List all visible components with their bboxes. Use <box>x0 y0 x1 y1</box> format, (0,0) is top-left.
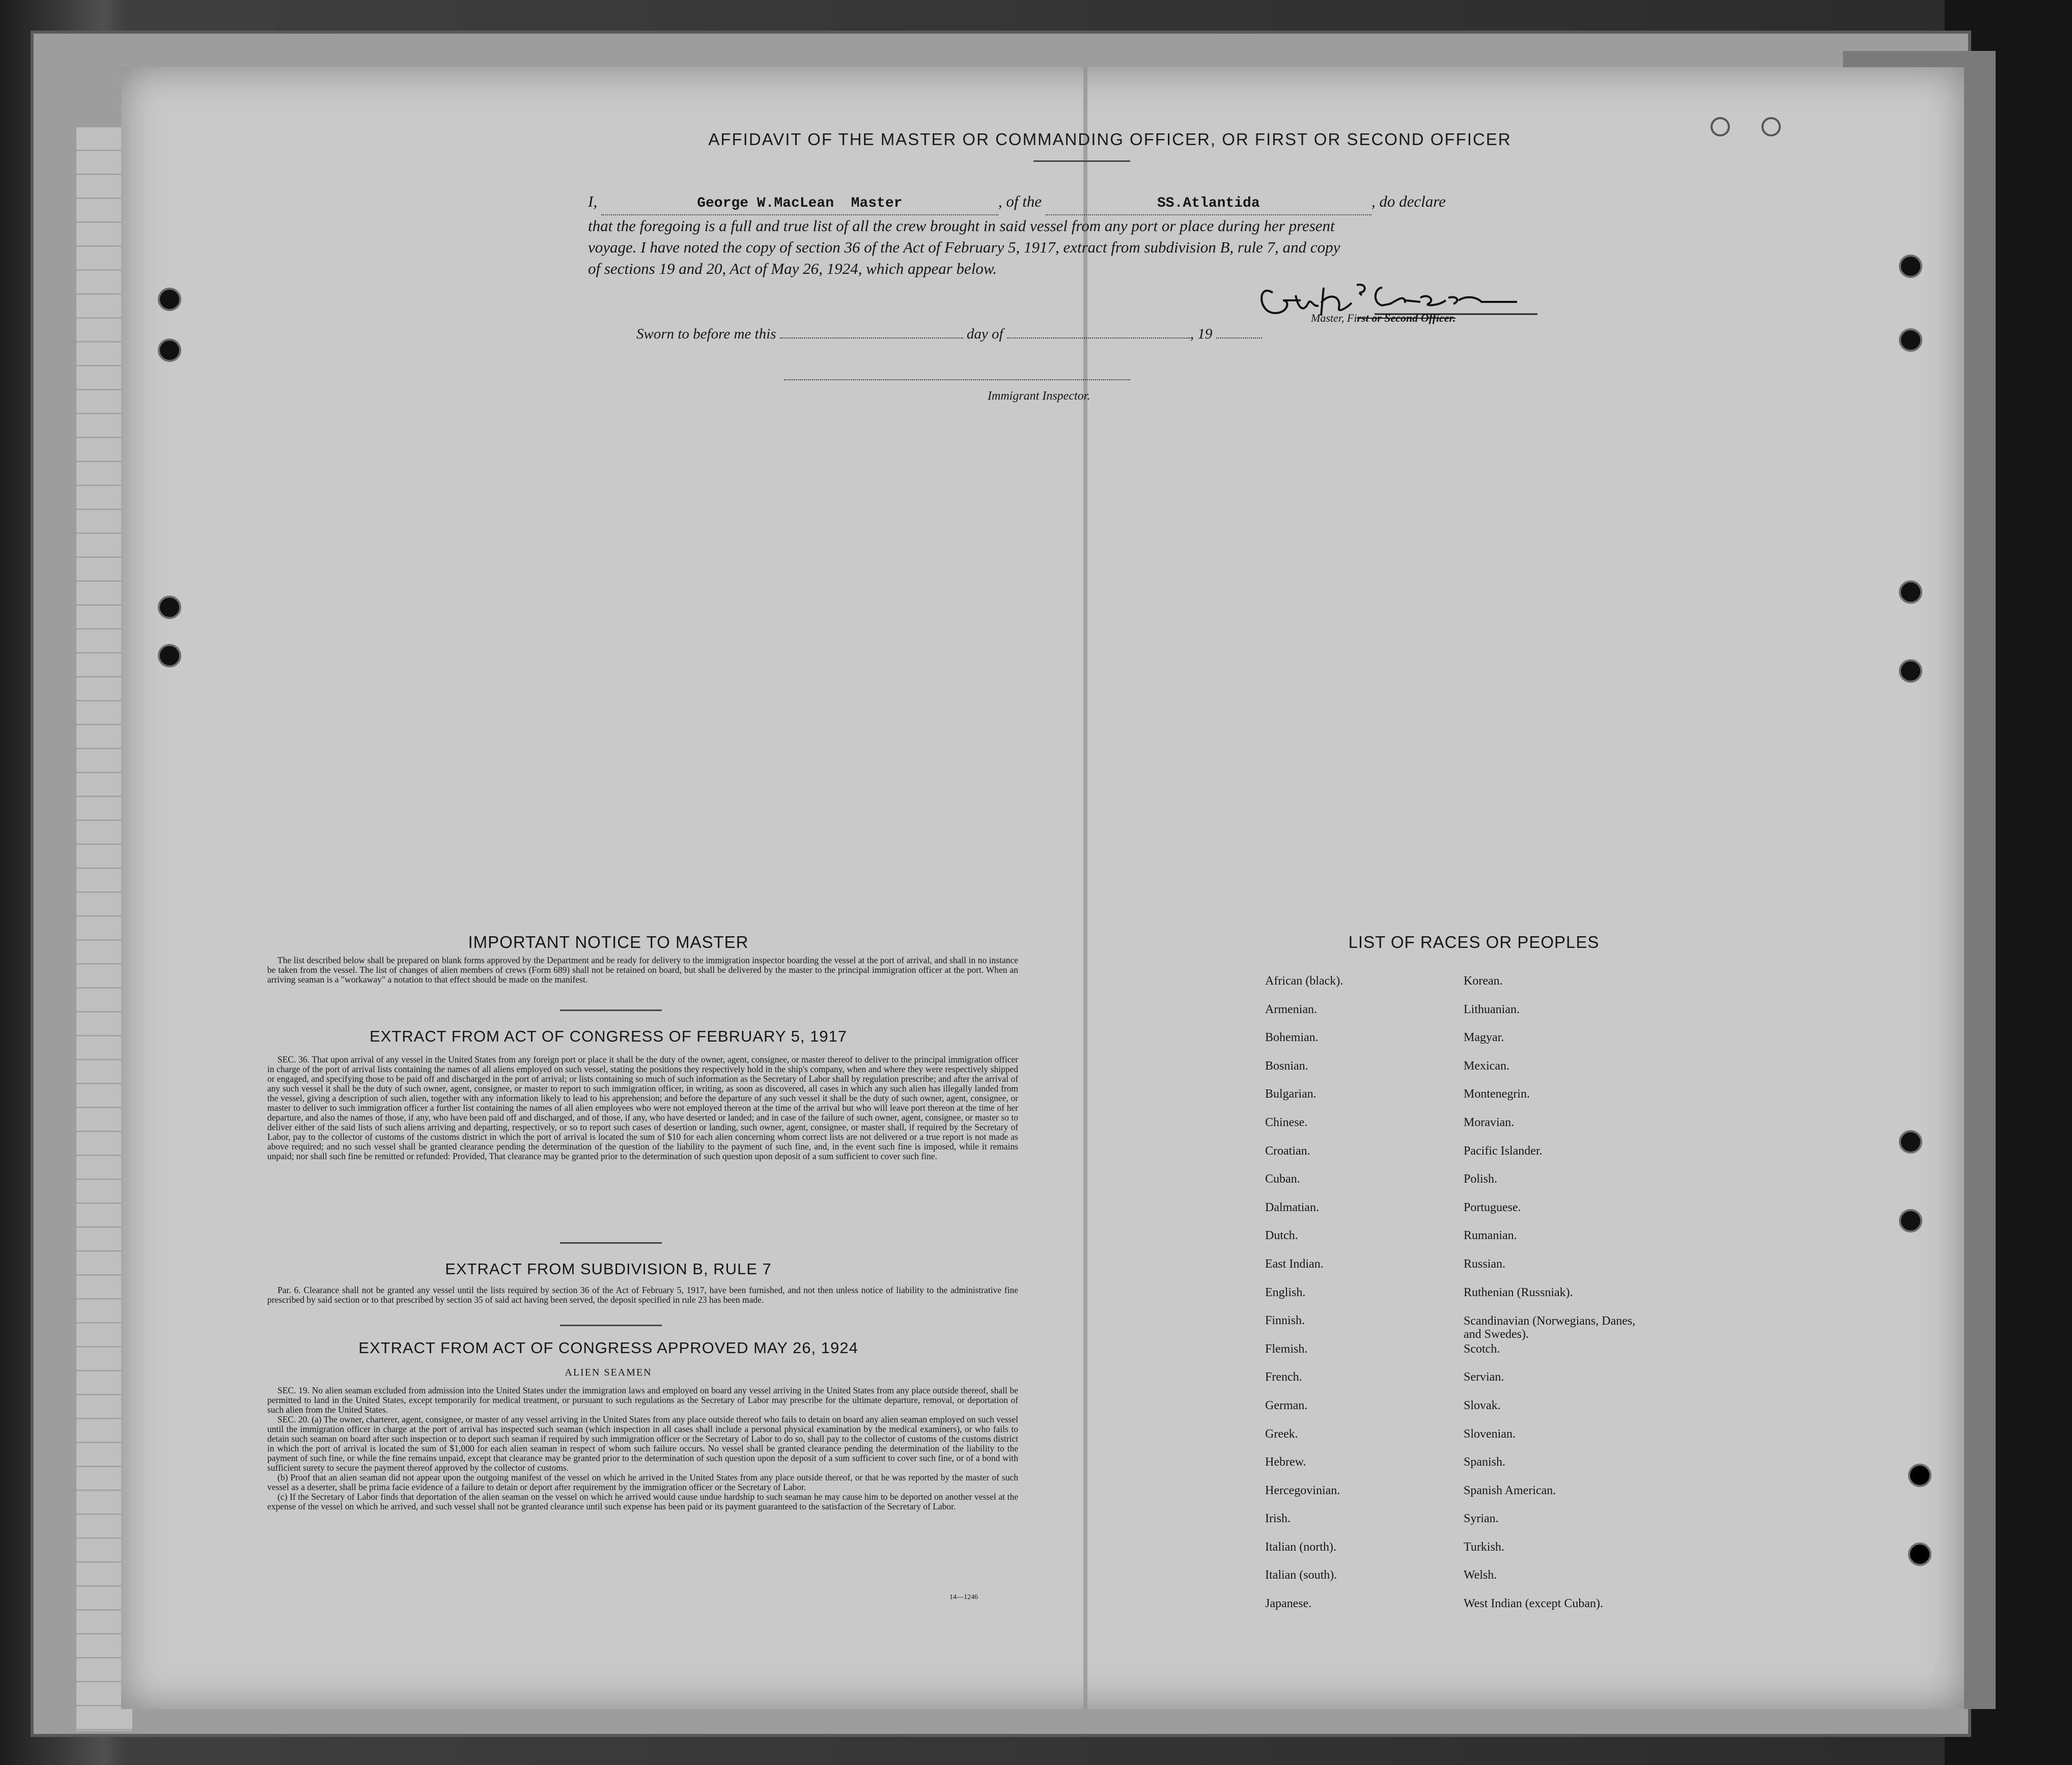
section-20b-paragraph: (b) Proof that an alien seaman did not appear upon the outgoing manifest of the vessel on which he arrived in the United States from any place outside thereof, or that he was reported by the master of such vessel as a deserter, shall be prima facie evidence of a failure to detain or deport after requirement by the immigration officer or the Secretary of Labor. <box>267 1472 1018 1492</box>
race-item: Hercegovinian. <box>1265 1483 1340 1497</box>
punch-hole <box>1761 117 1781 136</box>
divider <box>560 1325 662 1326</box>
section-20a-paragraph: SEC. 20. (a) The owner, charterer, agent, consignee, or master of any vessel arriving in the United States from any place outside thereof who fails to detain on board any alien seaman employed on such vessel until the immigration officer in charge at the port of arrival has inspected such seaman (which inspection in all cases shall include a personal physical examination by the medical examiners), or who fails to detain such seaman on board after such inspection or to deport such seaman if required by such immigration officer or the Secretary of Labor to do so, shall pay to the collector of customs of the customs district in which the port of arrival is located the sum of $1,000 for each alien seaman in respect of whom such failure occurs. No vessel shall be granted clearance pending the determination of the liability to the payment of such fine, or while the fine remains unpaid, except that clearance may be granted prior to the determination of such question upon the deposit of a sum sufficient to cover such fine, or of a bond with sufficient surety to secure the payment thereof approved by the collector of customs. <box>267 1414 1018 1473</box>
affidavit-line-2: that the foregoing is a full and true list of all the crew brought in said vessel from any port or place during her present <box>588 217 1335 235</box>
punch-hole <box>1899 659 1922 683</box>
race-item: Spanish. <box>1464 1455 1506 1469</box>
punch-hole <box>158 339 181 362</box>
page-fold <box>1083 67 1087 1709</box>
sworn-line <box>636 326 1349 343</box>
punch-hole <box>1899 1209 1922 1232</box>
section-36-paragraph: SEC. 36. That upon arrival of any vessel in the United States from any foreign port or place it shall be the duty of the owner, agent, consignee, or master thereof to deliver to the principal immigration officer in charge of the port of arrival lists containing the names of all aliens employed on such vessel, stating the positions they respectively hold in the ship's company, when and where they were respectively shipped or engaged, and specifying those to be paid off and discharged in the port of arrival; or lists containing so much of such information as the Secretary of Labor shall by regulation prescribe; and after the arrival of any such vessel it shall be the duty of such owner, agent, consignee, or master to report to such immigration officer, in writing, as soon as discovered, all cases in which any such alien has illegally landed from the vessel, giving a description of such alien, together with any information likely to lead to his apprehension; and before the departure of any such vessel it shall be the duty of such owner, agent, consignee, or master to deliver to such immigration officer a further list containing the names of all alien employees who were not employed thereon at the time of the arrival but who will leave port thereon at the time of her departure, and also the names of those, if any, who have been paid off and discharged, and of those, if any, who have deserted or landed; and in case of the failure of such owner, agent, consignee, or master so to deliver either of the said lists of such aliens arriving and departing, respectively, or so to report such cases of desertion or landing, such owner, agent, consignee, or master shall, if required by the Secretary of Labor, pay to the collector of customs of the customs district in which the port of arrival is located the sum of $10 for each alien concerning whom correct lists are not delivered or a true report is not made as above required; and no such vessel shall be granted clearance pending the determination of the question of the liability to the payment of such fine, and, in the event such fine is imposed, while it remains unpaid; nor shall such fine be remitted or refunded: Provided, That clearance may be granted prior to the determination of such question upon deposit of a sum sufficient to cover such fine. <box>267 1054 1018 1161</box>
extract-rule7-text <box>267 1285 1018 1305</box>
race-item: Rumanian. <box>1464 1229 1517 1243</box>
signature-caption-prefix: Master, Fi <box>1311 312 1357 324</box>
race-item: Slovak. <box>1464 1398 1501 1412</box>
punch-hole <box>1899 1130 1922 1154</box>
punch-hole <box>1908 1464 1931 1487</box>
race-item: Portuguese. <box>1464 1200 1521 1214</box>
race-item: French. <box>1265 1370 1302 1384</box>
race-item: Ruthenian (Russniak). <box>1464 1285 1573 1299</box>
punch-hole <box>1899 580 1922 604</box>
race-item: Polish. <box>1464 1172 1498 1186</box>
punch-hole <box>1908 1543 1931 1566</box>
signature-caption-struck: rst or Second Officer. <box>1357 312 1456 324</box>
of-the-text: , of the <box>998 192 1042 210</box>
divider <box>560 1242 662 1244</box>
race-item: Moravian. <box>1464 1115 1515 1129</box>
punch-hole <box>158 596 181 619</box>
divider <box>560 1010 662 1011</box>
race-item: Japanese. <box>1265 1597 1312 1611</box>
race-item: Irish. <box>1265 1512 1291 1526</box>
affidavit-line-3: voyage. I have noted the copy of section 36 of the Act of February 5, 1917, extract from subdivision B, rule 7, and copy <box>588 238 1340 256</box>
sworn-day-label: day of <box>966 326 1003 342</box>
form-number: 14—1246 <box>949 1593 978 1601</box>
race-item: Lithuanian. <box>1464 1002 1520 1016</box>
punch-hole <box>1899 255 1922 278</box>
race-item: Greek. <box>1265 1427 1298 1441</box>
sworn-prefix: Sworn to before me this <box>636 326 776 342</box>
sworn-year-label: , 19 <box>1190 326 1213 342</box>
race-item: Slovenian. <box>1464 1427 1516 1441</box>
affidavit-pronoun: I, <box>588 192 598 210</box>
section-19-paragraph: SEC. 19. No alien seaman excluded from admission into the United States under the immigration laws and employed on board any vessel arriving in the United States from any place outside thereof, shall be permitted to land in the United States, except temporarily for medical treatment, or pursuant to such regulations as the Secretary of Labor may prescribe for the ultimate departure, removal, or deportation of such alien from the United States. <box>267 1385 1018 1415</box>
races-title: LIST OF RACES OR PEOPLES <box>1348 933 1600 951</box>
race-item: Finnish. <box>1265 1314 1305 1328</box>
race-item: Welsh. <box>1464 1568 1497 1582</box>
race-item: Montenegrin. <box>1464 1087 1530 1101</box>
section-20c-paragraph: (c) If the Secretary of Labor finds that deportation of the alien seaman on the vessel on which he arrived would cause undue hardship to such seaman he may cause him to be deported on another vessel at the expense of the vessel on which he arrived, and such vessel shall not be granted clearance until such expense has been paid or its payment guaranteed to the satisfaction of the Secretary of Labor. <box>267 1492 1018 1511</box>
race-item: Flemish. <box>1265 1342 1308 1356</box>
race-item: Armenian. <box>1265 1002 1317 1016</box>
extract-1917-title: EXTRACT FROM ACT OF CONGRESS OF FEBRUARY 5, 1917 <box>369 1027 848 1045</box>
race-item: Bosnian. <box>1265 1059 1308 1073</box>
notice-paragraph: The list described below shall be prepared on blank forms approved by the Department and be ready for delivery to the immigration inspector boarding the vessel at the port of arrival, and shall in no instance be taken from the vessel. The list of changes of alien members of crews (Form 689) shall not be retained on board, but shall be delivered by the master to the principal immigration officer at the port. When an arriving seaman is a "workaway" a notation to that effect should be made on the manifest. <box>267 955 1018 985</box>
alien-seamen-subtitle: ALIEN SEAMEN <box>565 1367 652 1378</box>
race-item: Mexican. <box>1464 1059 1509 1073</box>
race-item: Magyar. <box>1464 1031 1504 1045</box>
extract-rule7-title: EXTRACT FROM SUBDIVISION B, RULE 7 <box>445 1260 772 1278</box>
race-item: Spanish American. <box>1464 1483 1556 1497</box>
race-item: Cuban. <box>1265 1172 1300 1186</box>
divider <box>1033 160 1130 162</box>
sworn-day-field <box>780 327 963 339</box>
affidavit-line-4: of sections 19 and 20, Act of May 26, 1924, which appear below. <box>588 260 997 277</box>
notice-text <box>267 956 1018 985</box>
master-name-field <box>601 193 998 215</box>
affidavit-line-1 <box>588 191 1571 215</box>
race-item: Pacific Islander. <box>1464 1144 1543 1158</box>
do-declare-text: , do declare <box>1371 192 1446 210</box>
race-item: Italian (south). <box>1265 1568 1337 1582</box>
punch-hole <box>158 644 181 667</box>
extract-1924-title: EXTRACT FROM ACT OF CONGRESS APPROVED MAY 26, 1924 <box>358 1339 858 1357</box>
master-rank: Master <box>851 195 903 211</box>
race-item: Bohemian. <box>1265 1031 1319 1045</box>
race-item: Dutch. <box>1265 1229 1298 1243</box>
race-item: Russian. <box>1464 1257 1506 1271</box>
notice-title: IMPORTANT NOTICE TO MASTER <box>468 933 749 951</box>
race-item: Scotch. <box>1464 1342 1500 1356</box>
race-item: Chinese. <box>1265 1115 1308 1129</box>
punch-hole <box>158 288 181 311</box>
race-item: English. <box>1265 1285 1306 1299</box>
race-item: Italian (north). <box>1265 1540 1336 1554</box>
extract-1924-text <box>267 1386 1018 1511</box>
race-item: Scandinavian (Norwegians, Danes, and Swedes). <box>1464 1314 1636 1341</box>
race-item: Korean. <box>1464 974 1503 988</box>
race-item: Hebrew. <box>1265 1455 1306 1469</box>
races-column-left <box>1265 975 1479 1626</box>
signature-caption <box>1311 312 1455 325</box>
sworn-year-field <box>1216 327 1262 339</box>
race-item: Servian. <box>1464 1370 1504 1384</box>
race-item: African (black). <box>1265 974 1343 988</box>
rule7-paragraph: Par. 6. Clearance shall not be granted any vessel until the lists required by section 36 of the Act of February 5, 1917, have been furnished, and not then unless notice of liability to the administrative fine prescribed by said section or to that prescribed by section 35 of said act having been served, the deposit specified in rule 23 has been made. <box>267 1285 1018 1305</box>
punch-hole <box>1711 117 1730 136</box>
affidavit-declaration <box>588 191 1571 279</box>
affidavit-title: AFFIDAVIT OF THE MASTER OR COMMANDING OFFICER, OR FIRST OR SECOND OFFICER <box>708 130 1511 149</box>
race-item: Croatian. <box>1265 1144 1310 1158</box>
master-name: George W.MacLean <box>697 195 834 211</box>
extract-1917-text <box>267 1055 1018 1161</box>
race-item: Turkish. <box>1464 1540 1504 1554</box>
race-item: German. <box>1265 1398 1308 1412</box>
sworn-month-field <box>1007 327 1190 339</box>
inspector-label: Immigrant Inspector. <box>988 389 1090 403</box>
race-item: West Indian (except Cuban). <box>1464 1597 1603 1611</box>
inspector-signature-line <box>784 379 1130 380</box>
punch-hole <box>1899 328 1922 352</box>
race-item: Dalmatian. <box>1265 1200 1319 1214</box>
vessel-name: SS.Atlantida <box>1157 195 1260 211</box>
race-item: Syrian. <box>1464 1512 1499 1526</box>
race-item: East Indian. <box>1265 1257 1324 1271</box>
race-item: Bulgarian. <box>1265 1087 1317 1101</box>
vessel-field <box>1046 193 1371 215</box>
races-column-right <box>1464 975 1677 1626</box>
